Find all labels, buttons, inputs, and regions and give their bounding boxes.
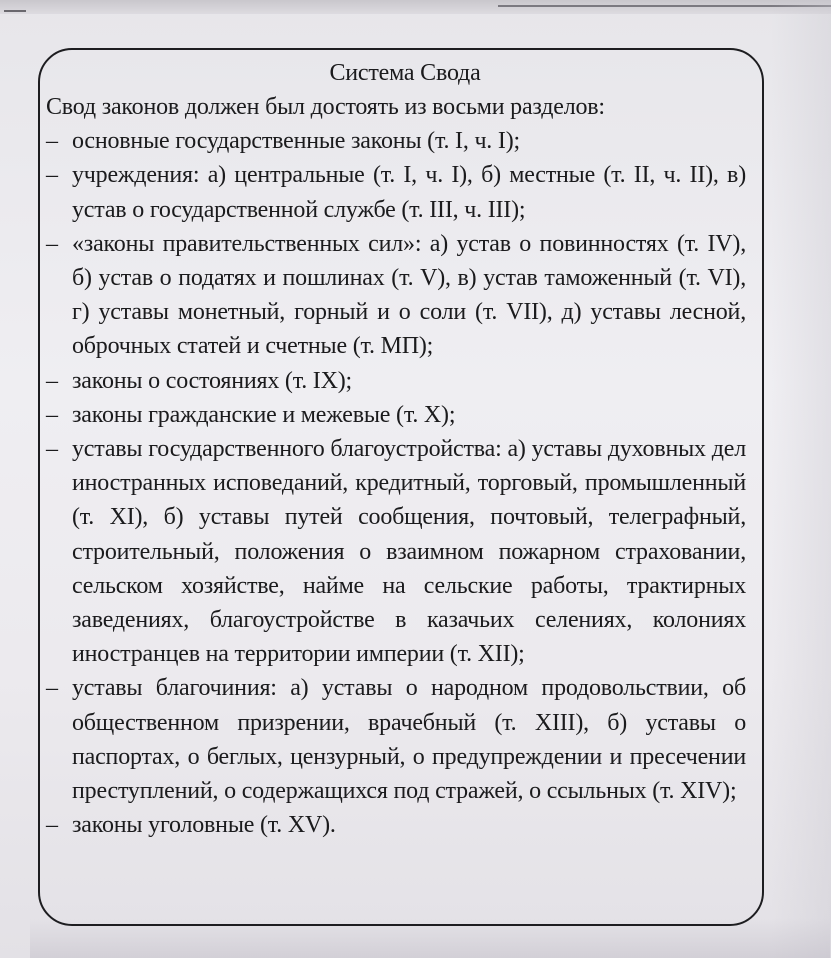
section-text: законы уголовные (т. XV). (72, 812, 336, 839)
page-shadow (771, 0, 831, 958)
box-title: Система Свода (329, 60, 481, 86)
section-item (46, 364, 746, 398)
dash-marker: – (46, 436, 58, 463)
section-item (46, 671, 746, 808)
section-text: «законы правительственных сил»: а) устав о повинностях (т. IV), б) устав о податях и пошлинах (т. V), в) устав таможенный (т. VI), г) уставы монетный, горный и о соли (т. VII), д) уставы лесной, оброчных статей и счетные (т. МП); (72, 230, 746, 360)
dash-marker: – (46, 812, 58, 839)
page-top-mark (4, 0, 26, 12)
section-item (46, 432, 746, 671)
section-text: учреждения: а) центральные (т. I, ч. I), б) местные (т. II, ч. II), в) устав о государственной службе (т. III, ч. III); (72, 162, 746, 223)
dash-marker: – (46, 128, 58, 155)
section-item (46, 124, 746, 158)
page-top-edge (0, 0, 831, 14)
section-text: уставы государственного благоустройства: а) уставы духовных дел иностранных исповеданий, кредитный, торговый, промышленный (т. XI), б) уставы путей сообщения, почтовый, телеграфный, строительный, положения о взаимном пожарном страховании, сельском хозяйстве, найме на сельские работы, трактирных заведениях, благоустройстве в казачьих селениях, колониях иностранцев на территории империи (т. XII); (72, 436, 746, 668)
section-item (46, 158, 746, 226)
section-text: уставы благочиния: а) уставы о народном продовольствии, об общественном призрении, врачебный (т. XIII), б) уставы о паспортах, о беглых, цензурный, о предупреждении и пресечении преступлений, о содержащихся под стражей, о ссыльных (т. XIV); (72, 675, 746, 805)
section-item (46, 398, 746, 432)
dash-marker: – (46, 675, 58, 702)
intro-text: Свод законов должен был достоять из восьми разделов: (46, 94, 605, 120)
dash-marker: – (46, 367, 58, 394)
box-content (46, 56, 746, 842)
section-item (46, 808, 746, 842)
section-text: законы гражданские и межевые (т. X); (72, 401, 456, 428)
dash-marker: – (46, 401, 58, 428)
dash-marker: – (46, 230, 58, 257)
section-text: законы о состояниях (т. IX); (72, 367, 352, 394)
dash-marker: – (46, 162, 58, 189)
section-item (46, 227, 746, 364)
sections-list (46, 124, 746, 842)
section-text: основные государственные законы (т. I, ч. I); (72, 128, 520, 155)
